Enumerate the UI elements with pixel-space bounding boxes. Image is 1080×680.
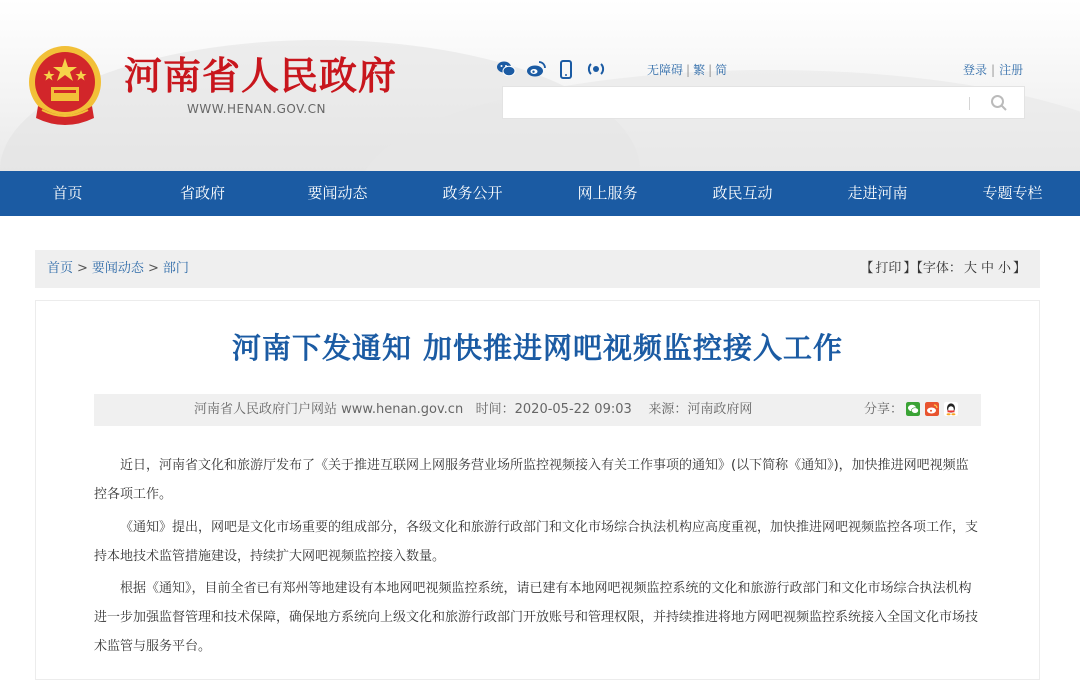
article-source-line <box>194 394 752 426</box>
article-paragraph: 近日，河南省文化和旅游厅发布了《关于推进互联网上网服务营业场所监控视频接入有关工作事项的通知》(以下简称《通知》)，加快推进网吧视频监控各项工作。 <box>94 458 969 502</box>
page-tools <box>860 250 1026 288</box>
wechat-share-icon[interactable] <box>906 402 920 416</box>
article-title: 河南下发通知 加快推进网吧视频监控接入工作 <box>231 331 844 365</box>
font-size-label: 字体： <box>922 261 962 276</box>
article-paragraph: 《通知》提出，网吧是文化市场重要的组成部分，各级文化和旅游行政部门和文化市场综合执法机构应高度重视，加快推进网吧视频监控各项工作，支持本地技术监管措施建设，持续扩大网吧视频监控接入数量。 <box>94 520 979 564</box>
search-box <box>502 86 1025 119</box>
site-title[interactable]: 河南省人民政府 <box>124 54 398 98</box>
nav-item-provincial-government[interactable]: 省政府 <box>179 184 225 202</box>
separator: | <box>991 63 996 77</box>
national-emblem-icon <box>24 40 106 128</box>
weibo-icon[interactable] <box>526 59 546 79</box>
search-icon[interactable] <box>990 94 1008 112</box>
site-header <box>0 0 1080 171</box>
font-large-button[interactable]: 大 <box>963 261 977 276</box>
nav-item-home[interactable]: 首页 <box>52 184 83 202</box>
nav-item-about-henan[interactable]: 走进河南 <box>847 184 908 202</box>
social-icons <box>496 58 606 80</box>
nav-item-news[interactable]: 要闻动态 <box>307 184 368 202</box>
login-link[interactable]: 登录 <box>963 63 988 77</box>
bracket: 【 <box>860 261 874 276</box>
share-label: 分享： <box>864 402 904 417</box>
bracket: 】【 <box>903 261 923 276</box>
font-small-button[interactable]: 小 <box>997 261 1011 276</box>
source-site: 河南省人民政府门户网站 www.henan.gov.cn <box>194 402 464 417</box>
site-url: WWW.HENAN.GOV.CN <box>187 102 326 116</box>
separator: | <box>686 63 691 77</box>
publish-time: 2020-05-22 09:03 <box>514 402 632 417</box>
weibo-share-icon[interactable] <box>925 402 939 416</box>
accessibility-links <box>647 61 727 78</box>
auth-links <box>963 61 1023 78</box>
accessibility-link[interactable]: 无障碍 <box>647 63 684 77</box>
simplified-chinese-link[interactable]: 简 <box>715 63 728 77</box>
breadcrumb <box>47 250 189 288</box>
separator: | <box>708 63 713 77</box>
nav-item-online-services[interactable]: 网上服务 <box>577 184 638 202</box>
nav-item-government-affairs[interactable]: 政务公开 <box>442 184 503 202</box>
print-button[interactable]: 打印 <box>875 261 902 276</box>
nav-item-special-topics[interactable]: 专题专栏 <box>982 184 1043 202</box>
nav-item-interaction[interactable]: 政民互动 <box>712 184 773 202</box>
breadcrumb-department[interactable]: 部门 <box>162 261 189 276</box>
search-divider <box>969 97 970 110</box>
wechat-icon[interactable] <box>496 59 516 79</box>
time-label: 时间： <box>475 402 515 417</box>
breadcrumb-bar <box>35 250 1040 288</box>
main-nav <box>0 171 1080 216</box>
breadcrumb-home[interactable]: 首页 <box>47 261 74 276</box>
from-label: 来源： <box>648 402 688 417</box>
register-link[interactable]: 注册 <box>999 63 1024 77</box>
article-from: 河南政府网 <box>687 402 753 417</box>
bracket: 】 <box>1012 261 1026 276</box>
article-meta <box>94 394 981 426</box>
breadcrumb-separator: > <box>147 261 159 276</box>
mobile-icon[interactable] <box>556 59 576 79</box>
qq-share-icon[interactable] <box>944 402 958 416</box>
breadcrumb-news[interactable]: 要闻动态 <box>91 261 144 276</box>
search-input[interactable] <box>511 93 965 115</box>
article-paragraph: 根据《通知》，目前全省已有郑州等地建设有本地网吧视频监控系统，请已建有本地网吧视频监控系统的文化和旅游行政部门和文化市场综合执法机构进一步加强监督管理和技术保障，确保地方系统向上级文化和旅游行政部门开放账号和管理权限，并持续推进将地方网吧视频监控系统接入全国文化市场技术监管与服务平台。 <box>94 581 979 654</box>
font-medium-button[interactable]: 中 <box>980 261 994 276</box>
broadcast-icon[interactable] <box>586 59 606 79</box>
traditional-chinese-link[interactable]: 繁 <box>693 63 706 77</box>
share-bar <box>864 394 903 426</box>
breadcrumb-separator: > <box>77 261 88 276</box>
